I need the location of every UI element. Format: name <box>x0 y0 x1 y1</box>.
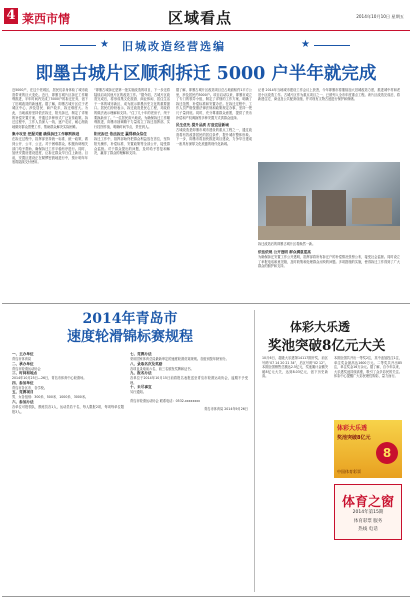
rule-section <box>130 385 248 395</box>
article-paragraph: 拆迁工作中，指挥部始终把群众利益放在首位，坚持阳光操作，补偿标准、安置政策等全部公开，接受群众监督。对于群众提出的问题，及时给予答复和解决，赢得了群众的理解和支持。 <box>94 137 170 156</box>
lottery-col-1 <box>262 356 328 532</box>
section-divider <box>2 303 410 304</box>
article-subhead: 阳光拆迁 依法拆迁 赢得群众信任 <box>94 132 147 137</box>
article-paragraph: 记者 2014年当地城市建设工作会议上获悉，今年即墨市将继续加大旧城改造力度，推进城中村和老旧小区改造工作。古城片区作为重点项目之一，已被列入全市年度重点工程。该片区改造完成后，将新建住宅、商业及公共配套设施，并对现有文物古迹进行保护和修缮。 <box>258 88 400 102</box>
rule-text: 2014年10月25日—26日，青岛市体育中心轮滑场。 <box>12 376 87 381</box>
signature-line: 青岛市体育局 2014年9月26日 <box>204 406 248 411</box>
rule-section <box>12 371 124 381</box>
page-header <box>0 0 412 34</box>
article-subhead: 民生优先 提升品质 打造宜居新城 <box>176 123 229 128</box>
contact-info: 青岛市轮滑运动协会 联系电话：0532-xxxxxxxx <box>130 398 200 403</box>
rule-heading: 四、参加单位 <box>12 380 34 385</box>
sports-window-hotline: 热线 电话 <box>358 527 378 532</box>
rule-text: 各单位于2014年10月15日前将报名表报送至青岛市轮滑运动协会，逾期不予受理。 <box>130 376 248 385</box>
rule-text: 各单位可报领队、教练员各1人，运动员若干名，每人限报2项，每项每单位限报3人。 <box>12 404 124 414</box>
rule-text: 男、女各组别：300米、500米、1000米、3000米。 <box>12 395 89 400</box>
main-article-col-4b <box>258 250 400 298</box>
section-name: 莱西市情 <box>22 12 71 26</box>
lottery-ad-text: 奖池突破8亿元 <box>337 435 371 441</box>
rule-text: 青岛市轮滑运动协会 <box>12 366 41 371</box>
skating-headline-line2: 速度轮滑锦标赛规程 <box>67 329 193 345</box>
article-subhead: 依法依规 公开透明 群众满意度高 <box>258 250 311 254</box>
lottery-small-head: 体彩大乐透 <box>290 320 351 334</box>
rule-heading: 五、竞赛项目 <box>12 390 34 395</box>
main-article-col-1 <box>12 88 88 298</box>
rule-section <box>130 371 248 385</box>
rule-text: 另行通知。 <box>130 390 146 395</box>
lottery-ad-title: 体彩大乐透 <box>337 425 368 432</box>
article-subhead: 集中攻坚 把握关键 确保拆迁工作顺利推进 <box>12 132 80 137</box>
photo-buildings <box>266 196 306 226</box>
lottery-col-2 <box>334 356 402 416</box>
main-headline: 即墨古城片区顺利拆迁 5000 户半年就完成 <box>35 64 377 84</box>
topic-banner-text: 旧城改造经营选编 <box>122 40 226 53</box>
sports-window-service: 体育彩票 服务 <box>353 519 383 524</box>
rule-section <box>12 381 124 391</box>
photo-buildings <box>352 198 392 224</box>
rule-section <box>12 362 124 372</box>
skating-headline <box>12 310 248 346</box>
banner-line-right <box>314 45 350 46</box>
skating-col-1 <box>12 352 124 592</box>
main-article-col-3 <box>176 88 252 298</box>
photo-buildings <box>312 190 346 230</box>
lottery-headline: 奖池突破8亿元大关 <box>268 338 386 354</box>
photo-caption: 拆迁改造后的即墨古城片区将焕然一新。 <box>258 242 316 246</box>
lottery-paragraph: 本期全国共开出一等奖2注，其中追加投注1注，单注奖金最高达1600万元。二等奖共开出85注，单注奖金16万余元。据了解，自今年以来，大乐透奖池持续高涨，吸引了众多彩民的关注。体彩中心提醒广大彩民理性购彩，量力而行。 <box>334 356 402 379</box>
article-paragraph: 近5000户，在这个老城区，居民们亲身体验了城市改造带来的巨大变化。近日，即墨古城片区拆迁工作顺利推进，半年时间内完成了5000户的拆迁任务，创下了旧城改造的新速度。据了解，即墨古城片区位于老城区中心，涉及居民、商户较多，拆迁难度大。为此，当地政府坚持依法拆迁、阳光拆迁，制定了详细的补偿安置方案，并通过多种形式广泛宣传政策。拆迁过程中，工作人员深入一线，逐户走访，耐心细致地做好群众思想工作，帮助群众解决实际困难。 <box>12 88 88 129</box>
date-line: 2014年10月10日 星期五 <box>356 14 404 19</box>
article-paragraph: 古城改造是即墨市城市建设的重点工程之一，通过改造将有效改善居民的居住条件，提升城市整体形象。下一步，即墨市将加快推进项目建设，力争早日建成一座具有深厚文化底蕴的现代化新城。 <box>176 128 252 146</box>
rule-text: 青岛市各区市、各学校。 <box>12 385 48 390</box>
rule-heading: 一、主办单位 <box>12 352 34 356</box>
lottery-paragraph: 10月6日，超级大乐透第14117期开奖，前区号码“07 14 20 21 34”，后区号码“02 12”。本期全国销售总额达2.5亿元，奖池累计金额突破8亿元大关，达到8.03亿元，创下历史新高。 <box>262 356 328 379</box>
section-title: 区域看点 <box>168 9 233 27</box>
page-number: 4 <box>4 8 18 24</box>
rule-heading: 二、承办单位 <box>12 361 34 366</box>
rule-section <box>130 362 248 372</box>
rule-text: 采用国家体育总局最新审定的速度轮滑竞赛规则。各组别按年龄划分。 <box>130 357 229 361</box>
rule-text: 各项目录取前六名，前三名颁发奖牌和证书。 <box>130 366 194 371</box>
photo-ground <box>258 226 400 240</box>
rule-section <box>12 352 124 362</box>
sports-window-title: 体育之窗 <box>341 495 394 510</box>
rule-text: 青岛市体育局 <box>12 357 32 361</box>
banner-line-left <box>60 45 96 46</box>
rule-section <box>12 390 124 400</box>
rule-heading: 八、录取名次及奖励 <box>130 361 163 366</box>
banner-star-right-icon: ★ <box>301 39 310 50</box>
article-paragraph: 为确保拆迁安置工作公开透明，指挥部将所有拆迁户的补偿情况张榜公布，接受社会监督。同时设立了举报电话和意见箱，及时收集和处理群众反映的问题。多项措施的实施，使得拆迁工作得到了广大群众的拥护和支持。 <box>258 255 400 269</box>
lottery-ad-image <box>334 420 402 478</box>
skating-col-2 <box>130 352 248 592</box>
main-article-col-2 <box>94 88 170 298</box>
article-paragraph: 在拆迁过程中，指挥部坚持统一标准、统一政策，做到公开、公平、公正。对于困难群众，积极协调相关部门给予帮助，确保拆迁工作平稳有序进行。同时，加快安置房建设进度，让拆迁群众早日住上新房。目前，安置区建设正在紧锣密鼓地进行中，预计明年年底将陆续交付使用。 <box>12 137 88 165</box>
lottery-ad-badge-icon: 8 <box>376 442 398 464</box>
rule-heading: 七、竞赛办法 <box>130 352 152 356</box>
rule-heading: 三、时间和地点 <box>12 371 38 376</box>
column-divider <box>254 310 255 592</box>
sports-window-issue: 2014年第15期 <box>352 510 384 515</box>
skating-headline-line1: 2014年青岛市 <box>82 311 178 327</box>
main-article-col-4 <box>258 88 400 158</box>
rule-heading: 九、报名办法 <box>130 371 152 376</box>
banner-star-left-icon: ★ <box>100 39 109 50</box>
demolition-photo <box>258 162 400 240</box>
rule-section <box>12 400 124 414</box>
sports-window-box <box>334 484 402 540</box>
rule-heading: 六、参加办法 <box>12 399 34 404</box>
article-paragraph: 据了解，即墨古城片区改造项目总占地面积约1平方公里，涉及居民约5000户。项目启动以来，即墨市成立了专门的领导小组，制定了详细的工作方案，明确了拆迁范围、补偿标准和安置办法。在拆迁过程中，工作人员严格按照法律法规和政策规定办事，坚持一把尺子量到底。同时，充分尊重群众意愿，提供了货币补偿和产权调换等多种安置方式供群众选择。 <box>176 88 252 120</box>
rule-heading: 十、未尽事宜 <box>130 385 152 390</box>
topic-banner <box>100 38 310 52</box>
article-paragraph: “即墨古城拆迁是第一批实施改造的项目，下一步还将陆续启动其他片区的改造工作。”据介绍，古城片区改造完成后，将形成集文化旅游、商业休闲、居住生活于一体的城市新区，成为展示即墨历史文化的重要窗口。居民们纷纷表示，拆迁改造是民心工程，对政府的做法表示理解和支持。“住了几十年的老房子，终于要换新房了。”一位居民高兴地说。为确保拆迁工作顺利推进，即墨市抽调精干力量成立了拆迁指挥部，实行挂图作战，明确时间节点，责任到人。 <box>94 88 170 129</box>
lottery-ad-brand: 中国体育彩票 <box>337 469 361 474</box>
header-rule <box>2 30 410 31</box>
rule-section <box>130 352 248 362</box>
footer-rule <box>2 596 410 597</box>
